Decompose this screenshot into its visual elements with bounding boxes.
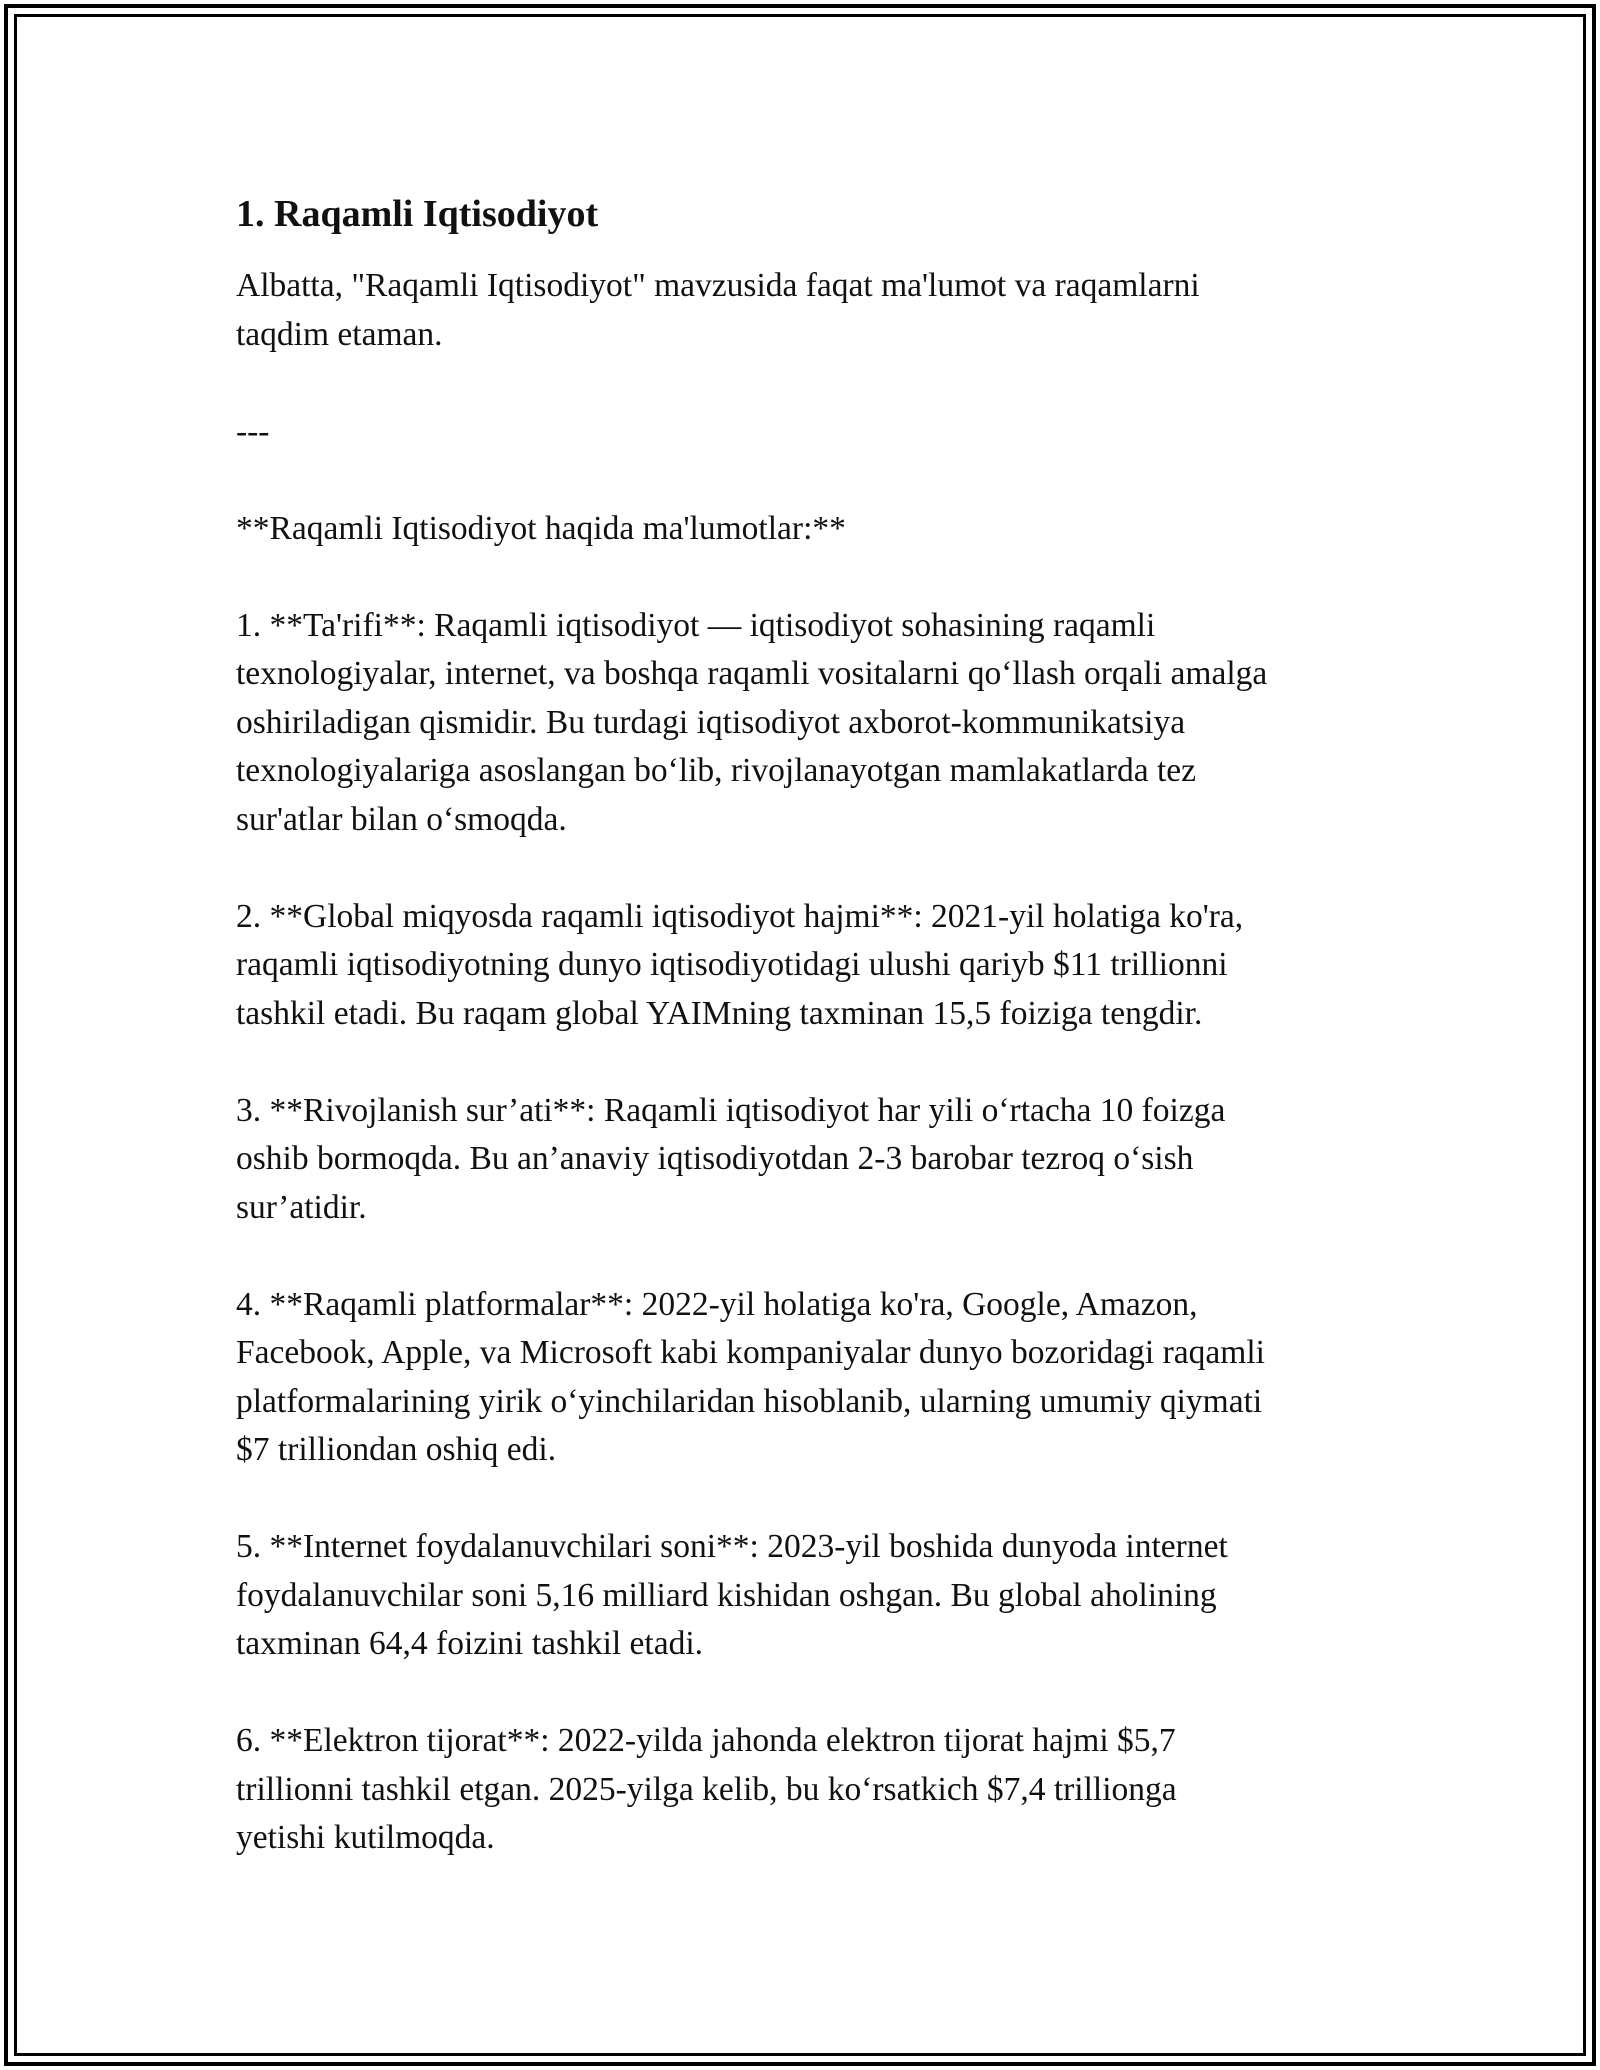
spacer (236, 1232, 1386, 1281)
spacer (236, 844, 1386, 893)
spacer (236, 1038, 1386, 1087)
document-title: 1. Raqamli Iqtisodiyot (236, 193, 599, 235)
spacer (236, 1669, 1386, 1718)
list-item-platforms: 4. **Raqamli platformalar**: 2022-yil holatiga ko'ra, Google, Amazon, Facebook, Apple, va Microsoft kabi kompaniyalar dunyo bozoridagi raqamli platformalarining yirik o‘yinchilaridan hisoblanib, ularning umumiy qiymati $7 trilliondan oshiq edi. (236, 1285, 1265, 1468)
spacer (236, 359, 1386, 408)
section-heading: **Raqamli Iqtisodiyot haqida ma'lumotlar:** (236, 509, 846, 547)
document-body (236, 186, 1386, 1863)
intro-paragraph: Albatta, "Raqamli Iqtisodiyot" mavzusida faqat ma'lumot va raqamlarni taqdim etaman. (236, 267, 1200, 353)
list-item-definition: 1. **Ta'rifi**: Raqamli iqtisodiyot — iqtisodiyot sohasining raqamli texnologiyalar, internet, va boshqa raqamli vositalarni qo‘llash orqali amalga oshiriladigan qismidir. Bu turdagi iqtisodiyot axborot-kommunikatsiya texnologiyalariga asoslangan bo‘lib, rivojlanayotgan mamlakatlarda tez sur'atlar bilan o‘smoqda. (236, 606, 1268, 838)
list-item-internet-users: 5. **Internet foydalanuvchilari soni**: 2023-yil boshida dunyoda internet foydalanuvchilar soni 5,16 milliard kishidan oshgan. Bu global aholining taxminan 64,4 foizini tashkil etadi. (236, 1528, 1228, 1662)
list-item-growth-rate: 3. **Rivojlanish sur’ati**: Raqamli iqtisodiyot har yili o‘rtacha 10 foizga oshib bormoqda. Bu an’anaviy iqtisodiyotdan 2-3 barobar tezroq o‘sish sur’atidir. (236, 1091, 1226, 1226)
list-item-ecommerce: 6. **Elektron tijorat**: 2022-yilda jahonda elektron tijorat hajmi $5,7 trillionni tashkil etgan. 2025-yilga kelib, bu ko‘rsatkich $7,4 trillionga yetishi kutilmoqda. (236, 1722, 1177, 1856)
spacer (236, 1475, 1386, 1524)
separator-line: --- (236, 412, 270, 450)
spacer (236, 456, 1386, 505)
list-item-global-size: 2. **Global miqyosda raqamli iqtisodiyot hajmi**: 2021-yil holatiga ko'ra, raqamli iqtisodiyotning dunyo iqtisodiyotidagi ulushi qariyb $11 trillionni tashkil etadi. Bu raqam global YAIMning taxminan 15,5 foiziga tengdir. (236, 897, 1244, 1032)
spacer (236, 553, 1386, 602)
